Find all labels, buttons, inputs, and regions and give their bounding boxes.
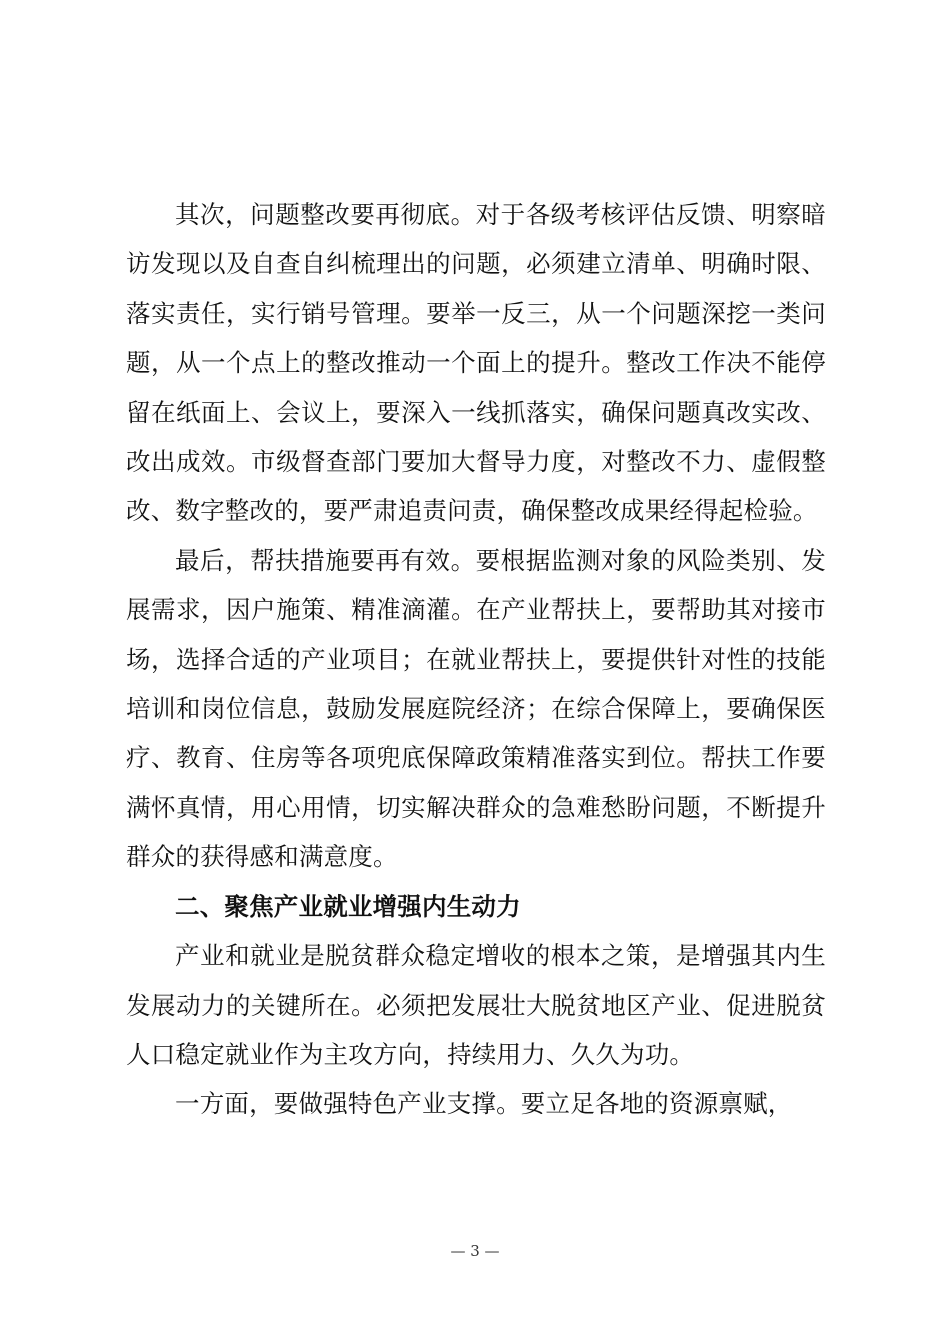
paragraph-assistance-measures: 最后，帮扶措施要再有效。要根据监测对象的风险类别、发展需求，因户施策、精准滴灌。在产业帮扶上，要帮助其对接市场，选择合适的产业项目；在就业帮扶上，要提供针对性的技能培训和岗位信息，鼓励发展庭院经济；在综合保障上，要确保医疗、教育、住房等各项兜底保障政策精准落实到位。帮扶工作要满怀真情，用心用情，切实解决群众的急难愁盼问题，不断提升群众的获得感和满意度。: [126, 545, 826, 872]
paragraph-problem-rectification: 其次，问题整改要再彻底。对于各级考核评估反馈、明察暗访发现以及自查自纠梳理出的问题，必须建立清单、明确时限、落实责任，实行销号管理。要举一反三，从一个问题深挖一类问题，从一个点上的整改推动一个面上的提升。整改工作决不能停留在纸面上、会议上，要深入一线抓落实，确保问题真改实改、改出成效。市级督查部门要加大督导力度，对整改不力、虚假整改、数字整改的，要严肃追责问责，确保整改成果经得起检验。: [126, 200, 826, 526]
paragraph-featured-industry: 一方面，要做强特色产业支撑。要立足各地的资源禀赋，: [175, 1089, 793, 1119]
section-heading: 二、聚焦产业就业增强内生动力: [175, 891, 521, 921]
document-body: [126, 190, 826, 1129]
page-number: — 3 —: [450, 1242, 500, 1260]
paragraph-industry-employment: 产业和就业是脱贫群众稳定增收的根本之策，是增强其内生发展动力的关键所在。必须把发展壮大脱贫地区产业、促进脱贫人口稳定就业作为主攻方向，持续用力、久久为功。: [126, 941, 826, 1069]
